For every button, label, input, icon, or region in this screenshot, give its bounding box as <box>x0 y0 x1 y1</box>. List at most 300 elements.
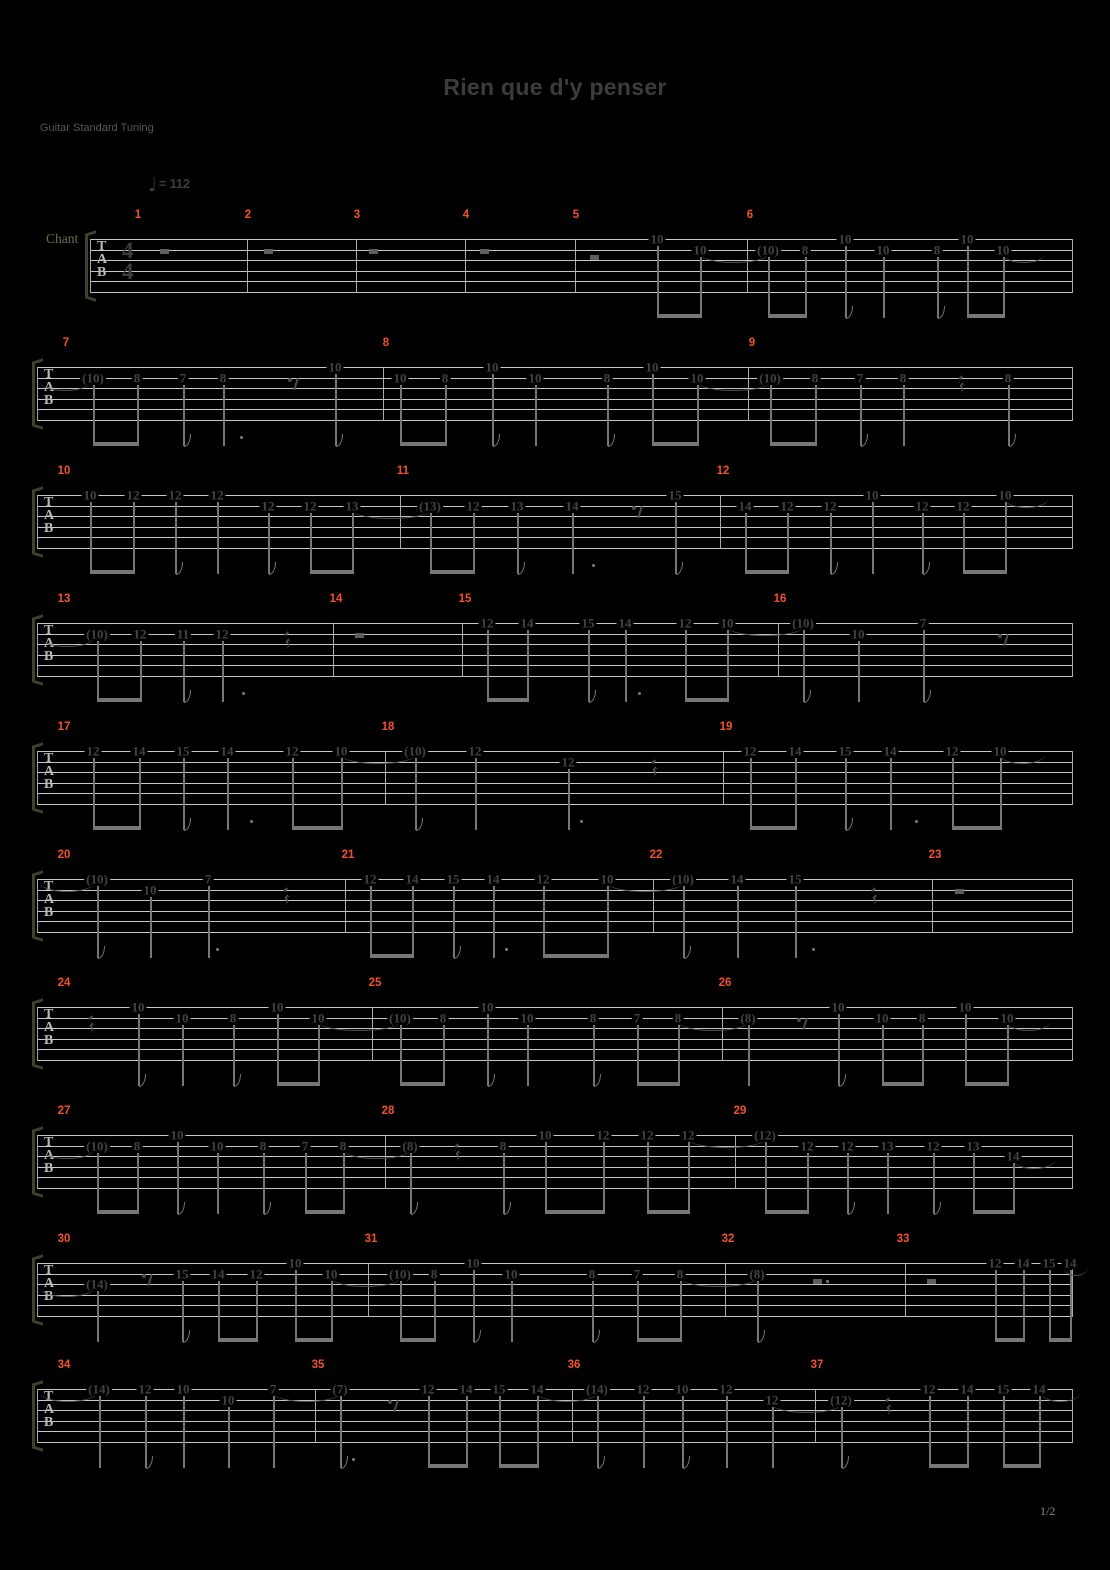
note-stem <box>183 1396 185 1468</box>
fret-note[interactable]: (10) <box>389 1266 411 1281</box>
fret-note[interactable]: 10 <box>958 999 972 1015</box>
system-bracket <box>32 748 35 808</box>
beam <box>400 1338 436 1342</box>
fret-note[interactable]: 12 <box>421 1381 435 1397</box>
fret-note[interactable]: 14 <box>788 743 802 759</box>
fret-note[interactable]: 15 <box>1042 1255 1056 1271</box>
barline <box>37 367 38 421</box>
beam <box>995 1338 1025 1342</box>
fret-note[interactable]: 12 <box>719 1381 733 1397</box>
note-stem <box>273 1396 275 1468</box>
fret-note[interactable]: 12 <box>126 487 140 503</box>
fret-note[interactable]: 15 <box>176 743 190 759</box>
tab-clef-letter: A <box>44 508 55 523</box>
staff-line <box>90 292 1072 293</box>
fret-note[interactable]: 10 <box>690 370 704 385</box>
fret-note[interactable]: 14 <box>960 1381 974 1397</box>
fret-note[interactable]: 14 <box>530 1381 544 1397</box>
fret-note[interactable]: 14 <box>132 743 146 759</box>
fret-note[interactable]: 10 <box>1000 1010 1014 1025</box>
fret-note[interactable]: 14 <box>618 615 632 631</box>
fret-note[interactable]: 12 <box>636 1381 650 1397</box>
tab-clef-letter: B <box>44 777 54 792</box>
fret-note[interactable]: 12 <box>915 498 929 513</box>
fret-note[interactable]: (8) <box>749 1266 765 1281</box>
beam <box>295 1338 333 1342</box>
tab-clef-letter: B <box>44 1289 54 1304</box>
eighth-rest-dot <box>288 378 292 382</box>
note-stem <box>527 1025 529 1087</box>
note-stem <box>140 641 142 703</box>
measure-number: 25 <box>368 977 382 989</box>
fret-note[interactable]: 12 <box>261 498 275 513</box>
fret-note[interactable]: 14 <box>883 743 897 759</box>
fret-note[interactable]: 8 <box>933 242 941 257</box>
fret-note[interactable]: (10) <box>759 370 781 385</box>
fret-note[interactable]: 10 <box>831 999 845 1015</box>
fret-note[interactable]: 14 <box>520 615 534 631</box>
fret-note[interactable]: 14 <box>565 498 579 513</box>
barline <box>462 623 463 677</box>
tab-system <box>0 463 1110 585</box>
fret-note[interactable]: 10 <box>693 242 707 257</box>
fret-note[interactable]: 10 <box>993 743 1007 759</box>
beam <box>1049 1338 1072 1342</box>
staff-line <box>37 655 1072 656</box>
staff-line <box>37 409 1072 410</box>
barline <box>1072 1007 1073 1061</box>
beam <box>310 570 354 574</box>
fret-note[interactable]: 14 <box>486 871 500 887</box>
quarter-note-icon: ♩ <box>148 174 157 196</box>
eighth-flag <box>518 562 525 575</box>
fret-note[interactable]: 10 <box>131 999 145 1015</box>
note-stem <box>748 1025 750 1087</box>
fret-note[interactable]: 15 <box>492 1381 506 1397</box>
fret-note[interactable]: 8 <box>439 1010 447 1025</box>
note-stem <box>295 1270 297 1342</box>
note-stem <box>887 1153 889 1215</box>
fret-note[interactable]: 8 <box>589 1010 597 1025</box>
eighth-flag <box>234 1074 241 1087</box>
staff-line <box>37 1028 1072 1029</box>
augmentation-dot <box>242 692 245 695</box>
fret-note[interactable]: (10) <box>82 370 104 385</box>
tab-clef-letter: B <box>97 265 107 280</box>
fret-note[interactable]: 12 <box>988 1255 1002 1271</box>
fret-note[interactable]: 10 <box>480 999 494 1015</box>
fret-note[interactable]: (12) <box>754 1127 776 1143</box>
eighth-flag <box>411 1202 418 1215</box>
fret-note[interactable]: (14) <box>88 1381 110 1397</box>
fret-note[interactable]: 12 <box>640 1127 654 1143</box>
fret-note[interactable]: 8 <box>219 370 227 385</box>
note-stem <box>903 385 905 447</box>
barline <box>37 751 38 805</box>
fret-note[interactable]: 7 <box>179 370 187 385</box>
beam <box>750 826 797 830</box>
fret-note[interactable]: (10) <box>389 1010 411 1025</box>
fret-note[interactable]: 10 <box>720 615 734 631</box>
measure-number: 12 <box>716 465 730 477</box>
barline <box>90 239 91 293</box>
tempo-value: = 112 <box>158 177 190 191</box>
note-stem <box>637 1025 639 1087</box>
fret-note[interactable]: 12 <box>681 1127 695 1143</box>
fret-note[interactable]: (14) <box>86 1276 108 1292</box>
fret-note[interactable]: 13 <box>966 1138 980 1153</box>
barline <box>37 879 38 933</box>
fret-note[interactable]: 10 <box>324 1266 338 1281</box>
beam <box>292 826 343 830</box>
fret-note[interactable]: (10) <box>672 871 694 887</box>
fret-note[interactable]: 14 <box>738 498 752 513</box>
beam <box>400 442 447 446</box>
fret-note[interactable]: 8 <box>133 1138 141 1153</box>
fret-note[interactable]: 10 <box>311 1010 325 1025</box>
fret-note[interactable]: 10 <box>675 1381 689 1397</box>
note-stem <box>217 502 219 574</box>
augmentation-dot <box>216 948 219 951</box>
note-stem <box>443 1025 445 1087</box>
note-stem <box>700 257 702 319</box>
augmentation-dot <box>505 948 508 951</box>
fret-note[interactable]: 8 <box>899 370 907 385</box>
beam <box>400 1082 445 1086</box>
note-stem <box>750 758 752 830</box>
beam <box>97 698 142 702</box>
fret-note[interactable]: 12 <box>363 871 377 887</box>
eighth-flag <box>184 690 191 703</box>
fret-note[interactable]: 10 <box>876 242 890 257</box>
fret-note[interactable]: 12 <box>823 498 837 513</box>
fret-note[interactable]: 12 <box>956 498 970 513</box>
barline <box>37 495 38 549</box>
fret-note[interactable]: 12 <box>480 615 494 631</box>
beam <box>652 442 699 446</box>
fret-note[interactable]: (12) <box>830 1392 852 1407</box>
fret-note[interactable]: 10 <box>520 1010 534 1025</box>
fret-note[interactable]: 8 <box>801 242 809 257</box>
beam <box>965 1082 1009 1086</box>
measure-number: 33 <box>896 1233 910 1245</box>
eighth-flag <box>842 1456 849 1469</box>
beam <box>305 1210 345 1214</box>
staff-line <box>37 527 1072 528</box>
fret-note[interactable]: (10) <box>86 1138 108 1153</box>
eighth-flag <box>684 946 691 959</box>
barline <box>725 1263 726 1317</box>
fret-note[interactable]: 10 <box>998 487 1012 503</box>
augmentation-dot <box>915 820 918 823</box>
fret-note[interactable]: (8) <box>740 1010 756 1025</box>
fret-note[interactable]: 14 <box>1006 1148 1020 1164</box>
fret-note[interactable]: 10 <box>960 231 974 247</box>
fret-note[interactable]: 14 <box>730 871 744 887</box>
fret-note[interactable]: 12 <box>561 754 575 769</box>
staff-line <box>37 378 1072 379</box>
fret-note[interactable]: 8 <box>674 1010 682 1025</box>
fret-note[interactable]: 15 <box>996 1381 1010 1397</box>
fret-note[interactable]: 10 <box>504 1266 518 1281</box>
fret-note[interactable]: 12 <box>210 487 224 503</box>
eighth-flag <box>269 562 276 575</box>
tab-clef-letter: A <box>44 1402 55 1417</box>
fret-note[interactable]: 14 <box>211 1266 225 1281</box>
fret-note[interactable]: (7) <box>332 1381 348 1397</box>
eighth-rest-dot <box>142 1274 146 1278</box>
quarter-rest <box>650 757 658 777</box>
fret-note[interactable]: 10 <box>865 487 879 503</box>
note-stem <box>137 385 139 447</box>
fret-note[interactable]: 10 <box>466 1255 480 1271</box>
fret-note[interactable]: 10 <box>170 1127 184 1143</box>
fret-note[interactable]: 8 <box>588 1266 596 1281</box>
fret-note[interactable]: (10) <box>86 871 108 887</box>
fret-note[interactable]: (10) <box>757 242 779 257</box>
note-stem <box>511 1281 513 1343</box>
measure-number: 32 <box>721 1233 735 1245</box>
tab-clef-letter: T <box>44 1007 54 1022</box>
note-stem <box>872 502 874 574</box>
system-bracket <box>85 236 88 296</box>
note-stem <box>963 513 965 575</box>
fret-note[interactable]: 8 <box>339 1138 347 1153</box>
note-stem <box>99 1396 101 1468</box>
barline <box>1072 623 1073 677</box>
fret-note[interactable]: 10 <box>393 370 407 385</box>
fret-note[interactable]: 12 <box>86 743 100 759</box>
fret-note[interactable]: 8 <box>259 1138 267 1153</box>
barline <box>368 1263 369 1317</box>
tab-clef-letter: A <box>97 252 108 267</box>
note-stem <box>657 246 659 318</box>
barline <box>372 1007 373 1061</box>
fret-note[interactable]: 10 <box>645 359 659 375</box>
staff-line <box>37 1295 1072 1296</box>
fret-note[interactable]: 12 <box>249 1266 263 1281</box>
fret-note[interactable]: 14 <box>405 871 419 887</box>
staff-line <box>37 932 1072 933</box>
fret-note[interactable]: 12 <box>215 626 229 641</box>
note-stem <box>815 385 817 447</box>
fret-note[interactable]: 12 <box>138 1381 152 1397</box>
fret-note[interactable]: (8) <box>402 1138 418 1153</box>
fret-note[interactable]: 12 <box>765 1392 779 1407</box>
fret-note[interactable]: 12 <box>780 498 794 513</box>
fret-note[interactable]: 7 <box>633 1266 641 1281</box>
note-stem <box>223 385 225 447</box>
fret-note[interactable]: 8 <box>676 1266 684 1281</box>
fret-note[interactable]: 7 <box>204 871 212 887</box>
system-bracket <box>32 1004 35 1064</box>
fret-note[interactable]: 15 <box>838 743 852 759</box>
fret-note[interactable]: 10 <box>175 1010 189 1025</box>
fret-note[interactable]: 12 <box>303 498 317 513</box>
fret-note[interactable]: (14) <box>586 1381 608 1397</box>
fret-note[interactable]: 14 <box>1016 1255 1030 1271</box>
fret-note[interactable]: 10 <box>176 1381 190 1397</box>
fret-note[interactable]: 10 <box>600 871 614 887</box>
fret-note[interactable]: 12 <box>133 626 147 641</box>
fret-note[interactable]: 10 <box>485 359 499 375</box>
fret-note[interactable]: 10 <box>538 1127 552 1143</box>
staff-line <box>37 1146 1072 1147</box>
fret-note[interactable]: 7 <box>301 1138 309 1153</box>
tab-system <box>0 591 1110 713</box>
fret-note[interactable]: 10 <box>851 626 865 641</box>
fret-note[interactable]: (13) <box>419 498 441 513</box>
fret-note[interactable]: 11 <box>176 626 190 641</box>
fret-note[interactable]: 10 <box>334 743 348 759</box>
system-bracket <box>32 1386 35 1446</box>
note-stem <box>965 1014 967 1086</box>
fret-note[interactable]: 8 <box>603 370 611 385</box>
fret-note[interactable]: 15 <box>581 615 595 631</box>
staff-line <box>37 665 1072 666</box>
fret-note[interactable]: 15 <box>175 1266 189 1281</box>
eighth-flag <box>183 1330 190 1343</box>
system-bracket <box>32 1260 35 1320</box>
eighth-rest <box>142 1273 152 1286</box>
note-stem <box>680 1281 682 1343</box>
note-stem <box>647 1142 649 1214</box>
fret-note[interactable]: 10 <box>143 882 157 897</box>
fret-note[interactable]: 12 <box>678 615 692 631</box>
fret-note[interactable]: 8 <box>133 370 141 385</box>
fret-note[interactable]: 10 <box>650 231 664 247</box>
fret-note[interactable]: 14 <box>459 1381 473 1397</box>
eighth-flag <box>184 818 191 831</box>
fret-note[interactable]: 8 <box>1004 370 1012 385</box>
fret-note[interactable]: 15 <box>788 871 802 887</box>
fret-note[interactable]: (10) <box>404 743 426 759</box>
tab-clef-letter: B <box>44 649 54 664</box>
measure-number: 22 <box>649 849 663 861</box>
fret-note[interactable]: 12 <box>926 1138 940 1153</box>
fret-note[interactable]: 12 <box>743 743 757 759</box>
fret-note[interactable]: 10 <box>328 359 342 375</box>
eighth-flag <box>139 1074 146 1087</box>
measure-number: 14 <box>329 593 343 605</box>
staff-line <box>37 367 1072 368</box>
fret-note[interactable]: 8 <box>430 1266 438 1281</box>
fret-note[interactable]: 10 <box>210 1138 224 1153</box>
barline <box>400 495 401 549</box>
fret-note[interactable]: 12 <box>596 1127 610 1143</box>
tab-system <box>0 335 1110 457</box>
fret-note[interactable]: 10 <box>528 370 542 385</box>
eighth-flag <box>598 1456 605 1469</box>
tempo-marking <box>148 174 190 196</box>
augmentation-dot <box>812 948 815 951</box>
fret-note[interactable]: 7 <box>856 370 864 385</box>
fret-note[interactable]: 14 <box>1063 1255 1077 1271</box>
fret-note[interactable]: 7 <box>919 615 927 631</box>
staff-line <box>37 1431 1072 1432</box>
measure-number: 4 <box>462 209 470 221</box>
beam <box>685 698 729 702</box>
fret-note[interactable]: 7 <box>269 1381 277 1397</box>
eighth-flag <box>264 1202 271 1215</box>
barline <box>748 367 749 421</box>
fret-note[interactable]: 12 <box>168 487 182 503</box>
staff-line <box>37 783 1072 784</box>
fret-note[interactable]: (10) <box>86 626 108 641</box>
quarter-rest <box>283 629 291 649</box>
fret-note[interactable]: 8 <box>811 370 819 385</box>
note-stem <box>318 1025 320 1087</box>
measure-number: 31 <box>364 1233 378 1245</box>
fret-note[interactable]: 12 <box>536 871 550 887</box>
fret-note[interactable]: 10 <box>270 999 284 1015</box>
fret-note[interactable]: 10 <box>875 1010 889 1025</box>
note-stem <box>929 1396 931 1468</box>
whole-rest <box>264 249 273 254</box>
note-stem <box>770 385 772 447</box>
staff-line <box>37 399 1072 400</box>
fret-note[interactable]: 10 <box>838 231 852 247</box>
fret-note[interactable]: 12 <box>800 1138 814 1153</box>
barline <box>333 623 334 677</box>
fret-note[interactable]: 10 <box>288 1255 302 1271</box>
fret-note[interactable]: 15 <box>668 487 682 503</box>
staff-line <box>37 751 1072 752</box>
barline <box>247 239 248 293</box>
fret-note[interactable]: 7 <box>633 1010 641 1025</box>
tab-clef-letter: B <box>44 1033 54 1048</box>
tab-system <box>0 719 1110 841</box>
quarter-rest <box>870 885 878 905</box>
note-stem <box>688 1142 690 1214</box>
tab-clef-letter: B <box>44 905 54 920</box>
fret-note[interactable]: 12 <box>945 743 959 759</box>
fret-note[interactable]: 13 <box>510 498 524 513</box>
fret-note[interactable]: 8 <box>441 370 449 385</box>
fret-note[interactable]: 10 <box>221 1392 235 1407</box>
fret-note[interactable]: 8 <box>229 1010 237 1025</box>
fret-note[interactable]: 10 <box>996 242 1010 257</box>
note-stem <box>227 758 229 830</box>
staff-line <box>37 1274 1072 1275</box>
fret-note[interactable]: 13 <box>880 1138 894 1153</box>
eighth-flag <box>98 946 105 959</box>
fret-note[interactable]: (10) <box>792 615 814 631</box>
fret-note[interactable]: 12 <box>466 498 480 513</box>
barline <box>1072 879 1073 933</box>
fret-note[interactable]: 10 <box>83 487 97 503</box>
fret-note[interactable]: 12 <box>285 743 299 759</box>
note-stem <box>1003 1396 1005 1468</box>
fret-note[interactable]: 8 <box>499 1138 507 1153</box>
fret-note[interactable]: 14 <box>1032 1381 1046 1397</box>
fret-note[interactable]: 12 <box>840 1138 854 1153</box>
quarter-rest <box>453 1141 461 1161</box>
fret-note[interactable]: 12 <box>922 1381 936 1397</box>
whole-rest <box>480 249 489 254</box>
fret-note[interactable]: 13 <box>345 498 359 513</box>
staff-line <box>37 762 1072 763</box>
fret-note[interactable]: 14 <box>220 743 234 759</box>
fret-note[interactable]: 8 <box>918 1010 926 1025</box>
note-stem <box>400 1281 402 1343</box>
fret-note[interactable]: 15 <box>446 871 460 887</box>
note-stem <box>400 1025 402 1087</box>
tab-clef-letter: B <box>44 1415 54 1430</box>
barline <box>575 239 576 293</box>
fret-note[interactable]: 12 <box>468 743 482 759</box>
measure-number: 9 <box>748 337 756 349</box>
